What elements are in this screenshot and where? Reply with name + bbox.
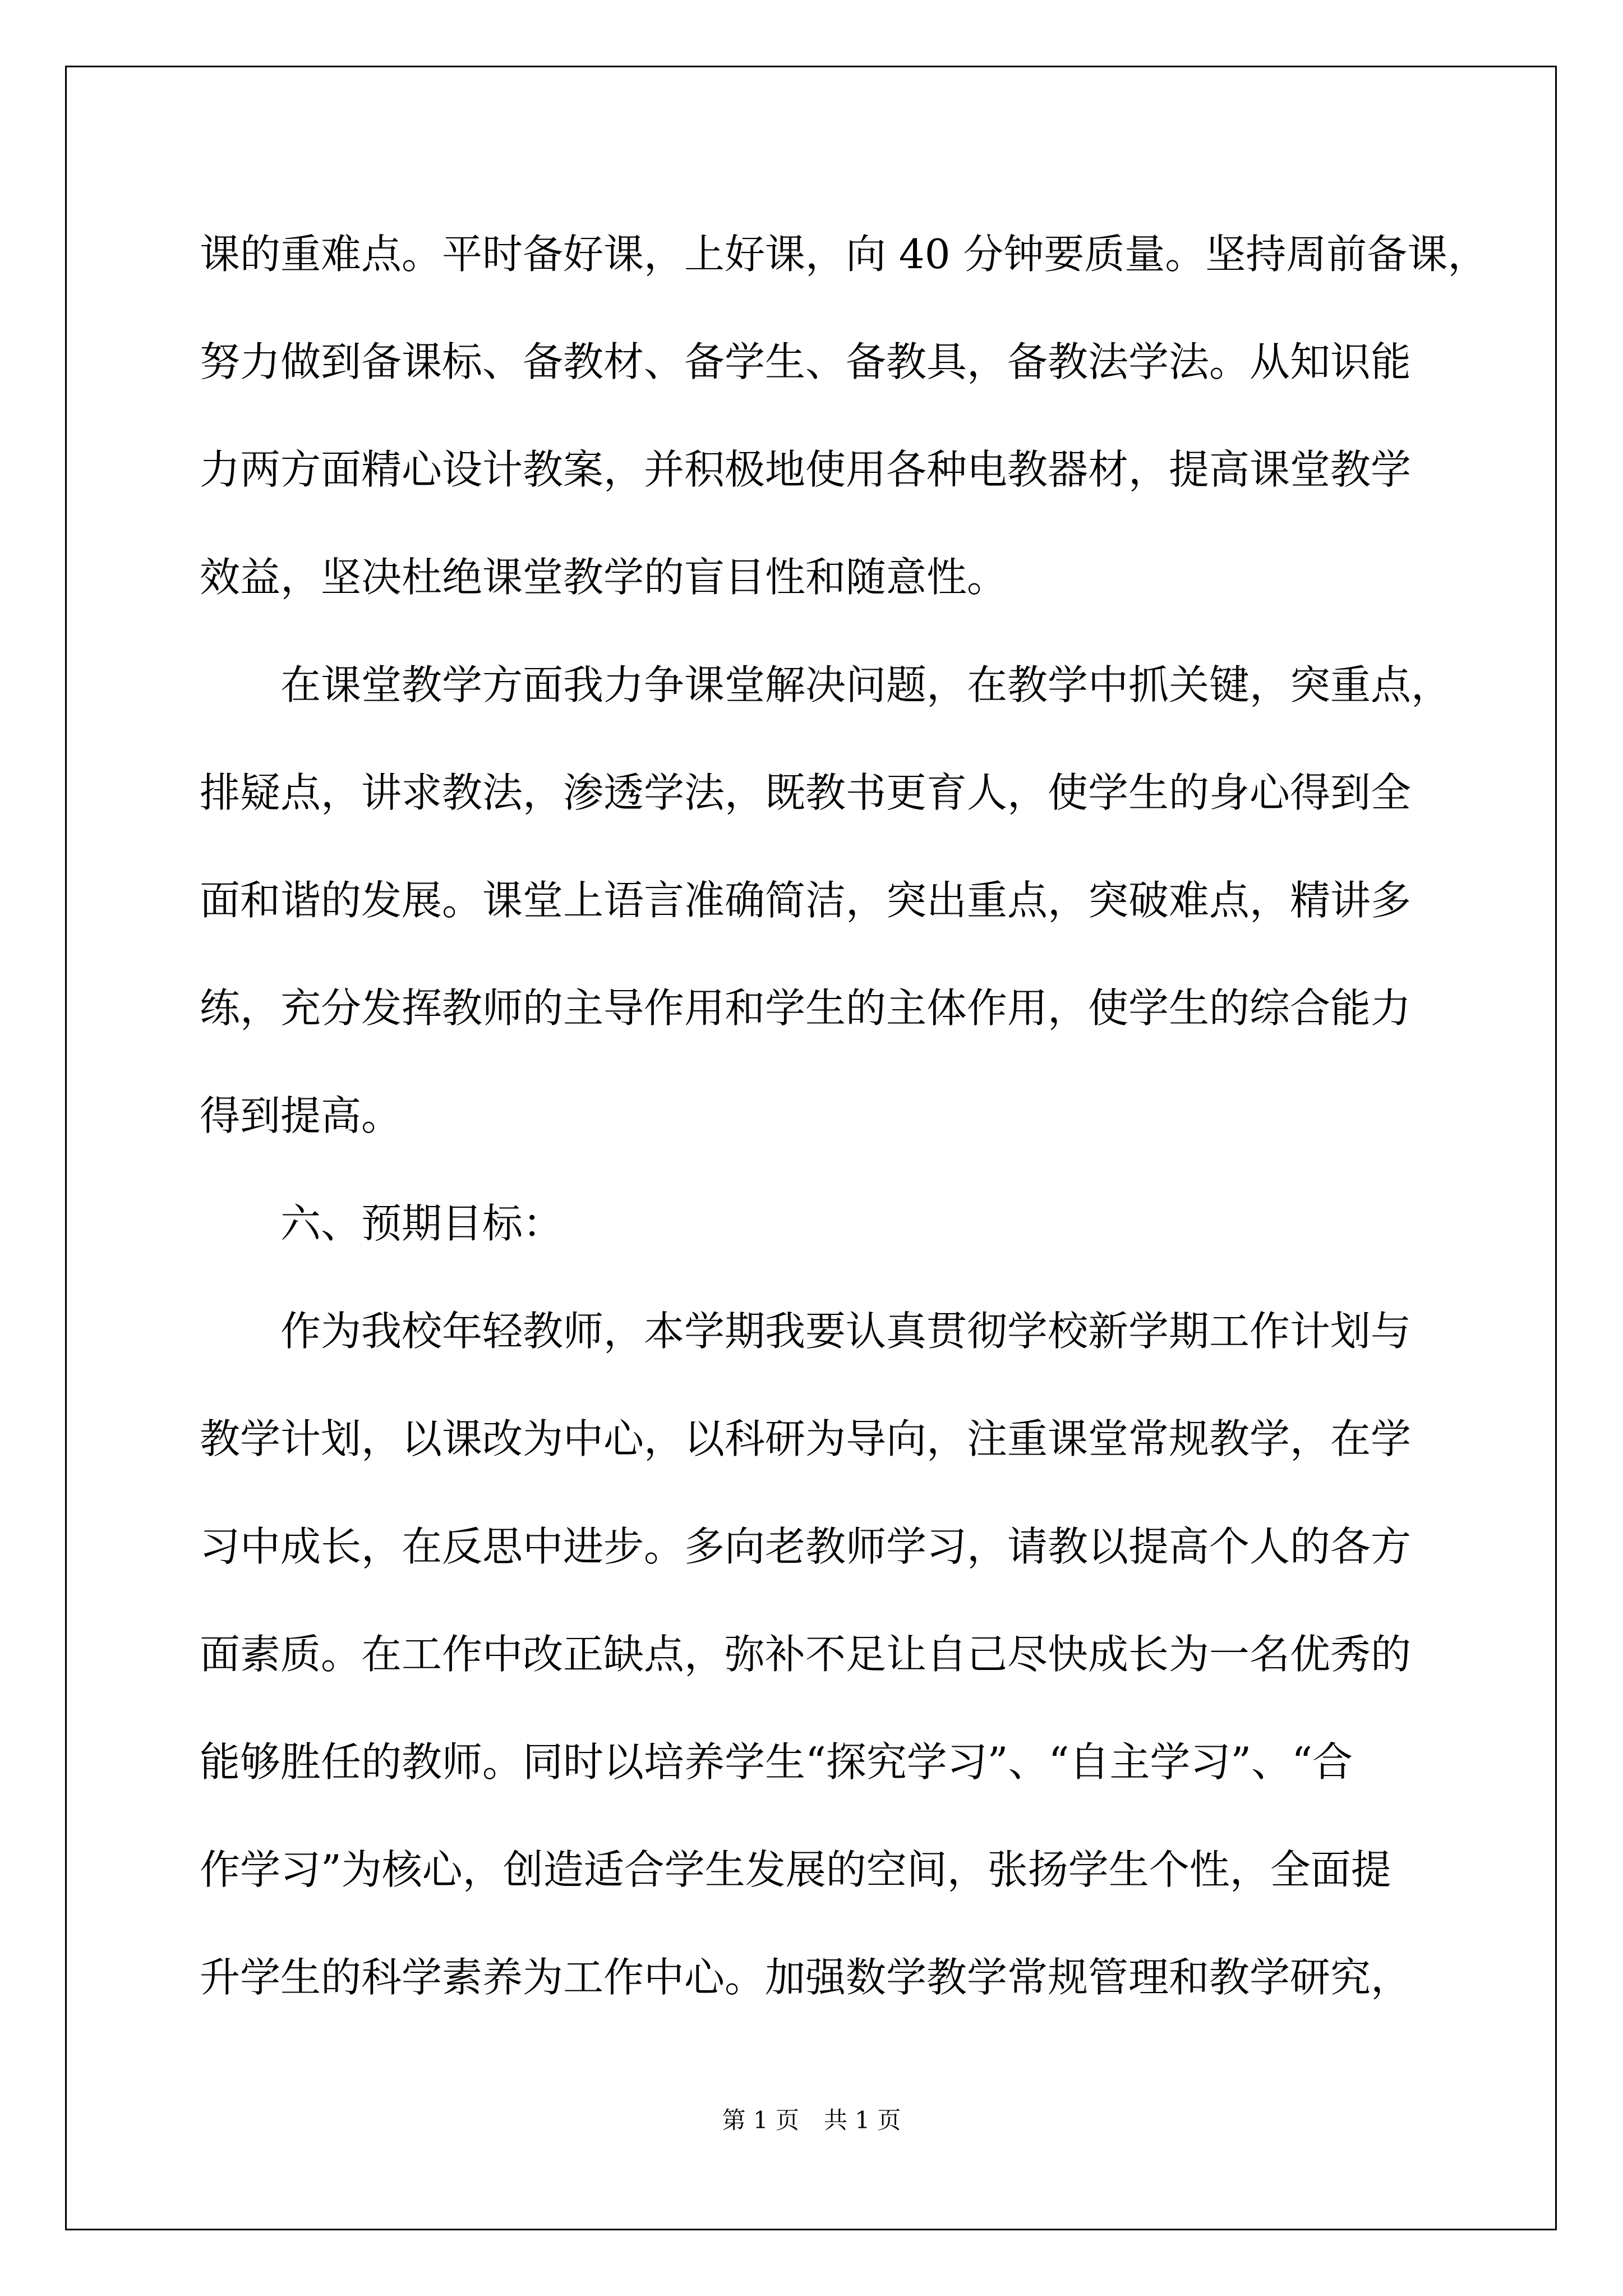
paragraph-first-line: 在课堂教学方面我力争课堂解决问题，在教学中抓关键，突重点，	[280, 661, 1452, 708]
text-line: 效益，坚决杜绝课堂教学的盲目性和随意性。	[200, 554, 1008, 601]
text-line: 练，充分发挥教师的主导作用和学生的主体作用，使学生的综合能力	[200, 984, 1412, 1032]
text-line: 努力做到备课标、备教材、备学生、备教具，备教法学法。从知识能	[200, 338, 1412, 385]
text-line: 课的重难点。平时备好课，上好课，向 40 分钟要质量。坚持周前备课，	[200, 231, 1488, 278]
text-line: 得到提高。	[200, 1092, 402, 1139]
text-line: 习中成长，在反思中进步。多向老教师学习，请教以提高个人的各方	[200, 1523, 1412, 1570]
page-total: 共 1 页	[824, 2106, 901, 2134]
paragraph-first-line: 作为我校年轻教师，本学期我要认真贯彻学校新学期工作计划与	[280, 1308, 1412, 1355]
text-line: 升学生的科学素养为工作中心。加强数学教学常规管理和教学研究，	[200, 1954, 1412, 2001]
text-line: 能够胜任的教师。同时以培养学生“探究学习”、“自主学习”、“合	[200, 1738, 1353, 1786]
text-line: 作学习”为核心，创造适合学生发展的空间，张扬学生个性，全面提	[200, 1846, 1391, 1893]
text-line: 力两方面精心设计教案，并积极地使用各种电教器材，提高课堂教学	[200, 446, 1412, 493]
page-number: 第 1 页	[722, 2106, 799, 2134]
text-line: 面和谐的发展。课堂上语言准确简洁，突出重点，突破难点，精讲多	[200, 877, 1412, 924]
text-line: 教学计划，以课改为中心，以科研为导向，注重课堂常规教学，在学	[200, 1415, 1412, 1462]
text-line: 排疑点，讲求教法，渗透学法，既教书更育人，使学生的身心得到全	[200, 769, 1412, 816]
page-footer	[0, 2104, 1623, 2137]
section-heading: 六、预期目标：	[280, 1200, 564, 1247]
text-line: 面素质。在工作中改正缺点，弥补不足让自己尽快成长为一名优秀的	[200, 1631, 1412, 1678]
